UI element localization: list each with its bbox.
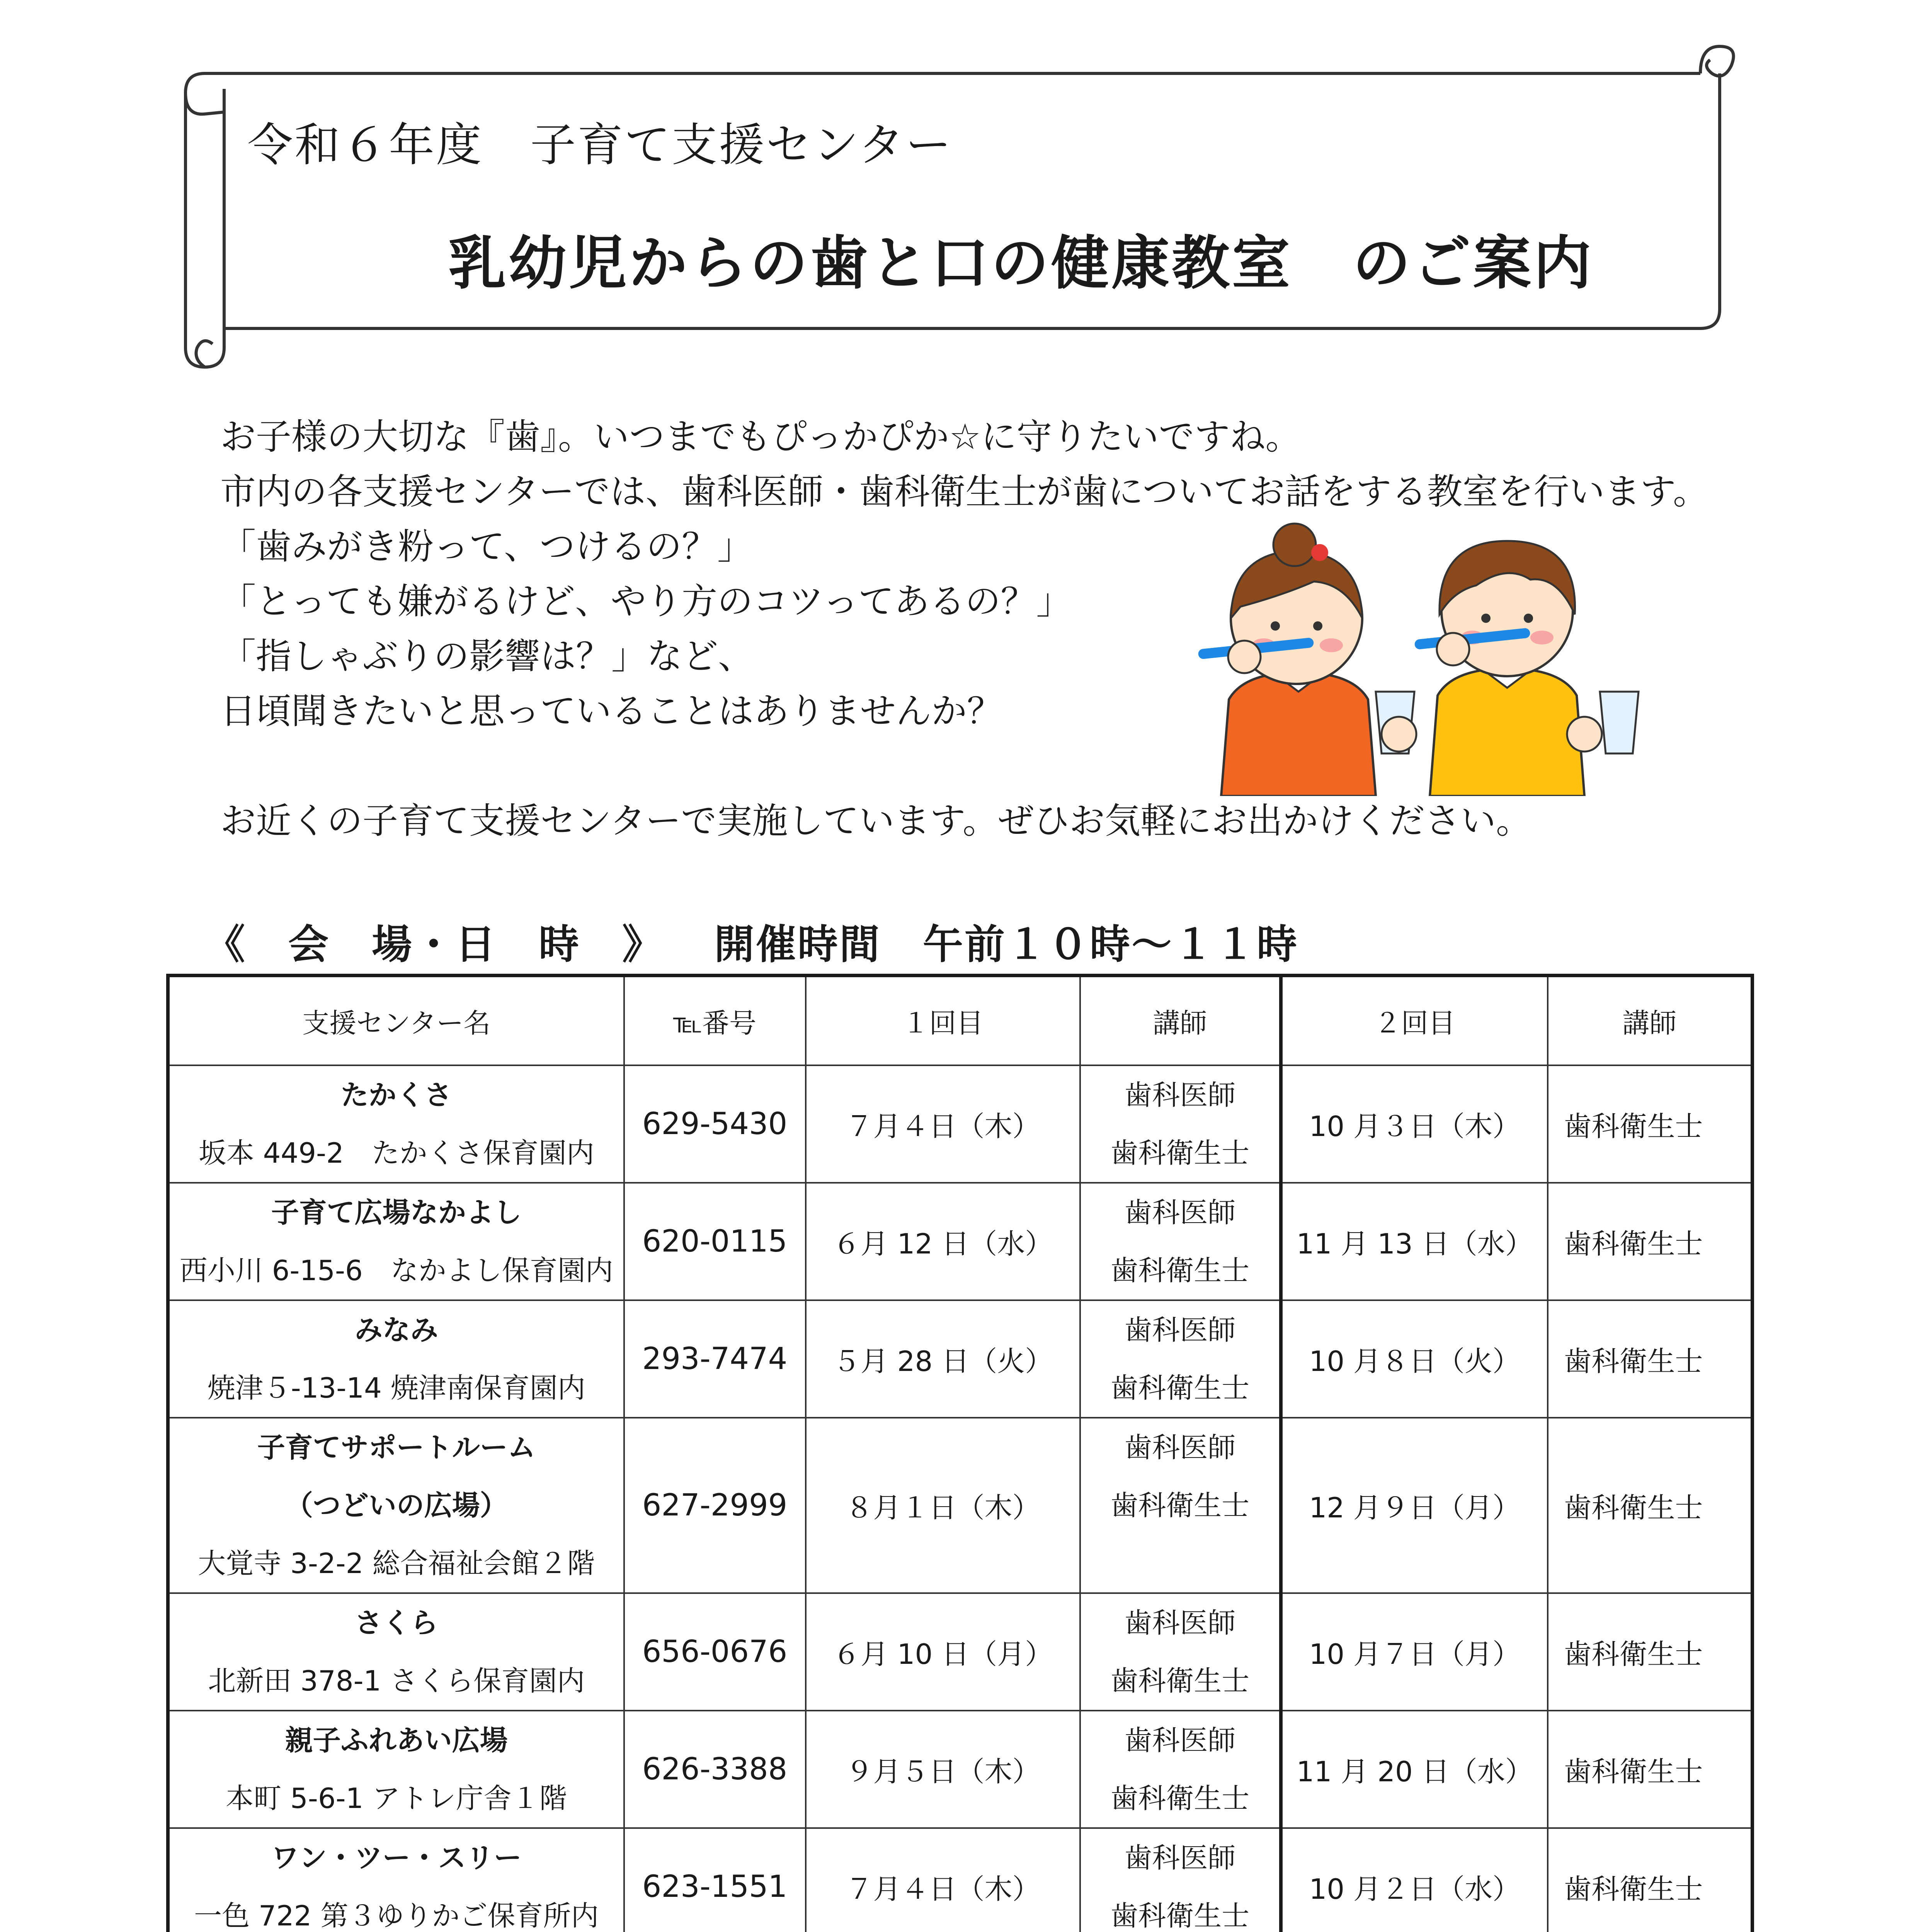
lecturer: 歯科医師 bbox=[1124, 1079, 1236, 1111]
center-name-cell bbox=[168, 1828, 624, 1932]
lecturer1-cell bbox=[1080, 1593, 1281, 1711]
boy-figure bbox=[1376, 541, 1639, 796]
venue-time: 開催時間 午前１０時～１１時 bbox=[714, 921, 1299, 968]
center-name-cell bbox=[168, 1418, 624, 1593]
intro-line: 「とっても嫌がるけど、やり方のコツってあるの？」 bbox=[220, 581, 1072, 622]
lecturer2-cell: 歯科衛生士 bbox=[1548, 1183, 1753, 1300]
table-row bbox=[168, 1065, 1753, 1183]
lecturer: 歯科衛生士 bbox=[1110, 1489, 1250, 1522]
lecturer: 歯科医師 bbox=[1124, 1842, 1236, 1874]
center-name: たかくさ bbox=[340, 1079, 452, 1111]
center-address: 大覚寺 3-2-2 総合福祉会館２階 bbox=[198, 1547, 595, 1580]
intro-line: 市内の各支援センターでは、歯科医師・歯科衛生士が歯についてお話をする教室を行います。 bbox=[220, 471, 1709, 512]
center-name: さくら bbox=[354, 1607, 438, 1639]
intro-closing: お近くの子育て支援センターで実施しています。ぜひお気軽にお出かけください。 bbox=[220, 800, 1531, 842]
header-lecturer-2: 講師 bbox=[1548, 976, 1753, 1066]
lecturer1-cell bbox=[1080, 1300, 1281, 1418]
lecturer: 歯科医師 bbox=[1124, 1314, 1236, 1346]
center-name-cell bbox=[168, 1593, 624, 1711]
second-date-cell: 11 月 13 日（水） bbox=[1281, 1183, 1548, 1300]
lecturer1-cell bbox=[1080, 1418, 1281, 1593]
intro-line: お子様の大切な『歯』。いつまでもぴっかぴか☆に守りたいですね。 bbox=[220, 416, 1301, 457]
lecturer: 歯科衛生士 bbox=[1110, 1900, 1250, 1932]
tel-cell: 293-7474 bbox=[624, 1300, 806, 1418]
lecturer2-cell: 歯科衛生士 bbox=[1548, 1418, 1753, 1593]
center-name: 子育て広場なかよし bbox=[271, 1196, 522, 1229]
first-date-cell: ６月 12 日（水） bbox=[806, 1183, 1080, 1300]
lecturer2-cell: 歯科衛生士 bbox=[1548, 1593, 1753, 1711]
header-first-session: １回目 bbox=[806, 976, 1080, 1066]
tel-cell: 656-0676 bbox=[624, 1593, 806, 1711]
center-address: 西小川 6-15-6 なかよし保育園内 bbox=[179, 1254, 613, 1287]
lecturer2-cell: 歯科衛生士 bbox=[1548, 1300, 1753, 1418]
scroll-frame-icon bbox=[170, 39, 1735, 371]
table-row bbox=[168, 1593, 1753, 1711]
first-date-cell: ６月 10 日（月） bbox=[806, 1593, 1080, 1711]
second-date-cell: 10 月３日（木） bbox=[1281, 1065, 1548, 1183]
first-date-cell: ８月１日（木） bbox=[806, 1418, 1080, 1593]
second-date-cell: 12 月９日（月） bbox=[1281, 1418, 1548, 1593]
venue-heading bbox=[205, 912, 1349, 970]
lecturer1-cell bbox=[1080, 1711, 1281, 1828]
second-date-cell: 10 月２日（水） bbox=[1281, 1828, 1548, 1932]
lecturer2-cell: 歯科衛生士 bbox=[1548, 1065, 1753, 1183]
center-name-sub: （つどいの広場） bbox=[285, 1489, 508, 1522]
lecturer: 歯科衛生士 bbox=[1110, 1137, 1250, 1169]
center-name-cell bbox=[168, 1711, 624, 1828]
center-name: みなみ bbox=[354, 1314, 438, 1346]
venue-label: 《 会 場・日 時 》 bbox=[205, 921, 664, 968]
center-name-cell bbox=[168, 1300, 624, 1418]
table-row bbox=[168, 1418, 1753, 1593]
tel-cell: 620-0115 bbox=[624, 1183, 806, 1300]
lecturer2-cell: 歯科衛生士 bbox=[1548, 1828, 1753, 1932]
lecturer1-cell bbox=[1080, 1183, 1281, 1300]
center-name-cell bbox=[168, 1065, 624, 1183]
lecturer: 歯科衛生士 bbox=[1110, 1372, 1250, 1404]
table-row bbox=[168, 1183, 1753, 1300]
intro-line: 「歯みがき粉って、つけるの？」 bbox=[220, 526, 753, 567]
center-name: 親子ふれあい広場 bbox=[285, 1724, 508, 1757]
table-row bbox=[168, 1300, 1753, 1418]
lecturer1-cell bbox=[1080, 1828, 1281, 1932]
lecturer: 歯科衛生士 bbox=[1110, 1254, 1250, 1287]
center-name-cell bbox=[168, 1183, 624, 1300]
schedule-table bbox=[166, 974, 1754, 1932]
page-title: 乳幼児からの歯と口の健康教室 のご案内 bbox=[448, 230, 1594, 297]
lecturer2-cell: 歯科衛生士 bbox=[1548, 1711, 1753, 1828]
kids-brushing-teeth-illustration bbox=[1198, 518, 1662, 796]
header-tel: ℡番号 bbox=[624, 976, 806, 1066]
table-header-row bbox=[168, 976, 1753, 1066]
second-date-cell: 11 月 20 日（水） bbox=[1281, 1711, 1548, 1828]
title-banner bbox=[170, 39, 1735, 371]
center-address: 一色 722 第３ゆりかご保育所内 bbox=[194, 1900, 599, 1932]
center-name: 子育てサポートルーム bbox=[257, 1431, 536, 1464]
tel-cell: 629-5430 bbox=[624, 1065, 806, 1183]
first-date-cell: ７月４日（木） bbox=[806, 1065, 1080, 1183]
center-address: 焼津５‐13‐14 焼津南保育園内 bbox=[207, 1372, 585, 1404]
center-name: ワン・ツー・スリー bbox=[271, 1842, 522, 1874]
intro-line: 日頃聞きたいと思っていることはありませんか？ bbox=[220, 690, 1003, 732]
lecturer: 歯科医師 bbox=[1124, 1196, 1236, 1229]
first-date-cell: ９月５日（木） bbox=[806, 1711, 1080, 1828]
center-address: 坂本 449-2 たかくさ保育園内 bbox=[198, 1137, 594, 1169]
lecturer: 歯科医師 bbox=[1124, 1607, 1236, 1639]
header-lecturer-1: 講師 bbox=[1080, 976, 1281, 1066]
second-date-cell: 10 月７日（月） bbox=[1281, 1593, 1548, 1711]
lecturer: 歯科医師 bbox=[1124, 1431, 1236, 1464]
table-row bbox=[168, 1711, 1753, 1828]
intro-line: 「指しゃぶりの影響は？」など、 bbox=[220, 636, 754, 677]
header-second-session: ２回目 bbox=[1281, 976, 1548, 1066]
center-address: 本町 5-6-1 アトレ庁舎１階 bbox=[226, 1782, 567, 1815]
banner-subtitle: 令和６年度 子育て支援センター bbox=[247, 118, 953, 172]
tel-cell: 626-3388 bbox=[624, 1711, 806, 1828]
girl-figure bbox=[1198, 524, 1376, 796]
center-address: 北新田 378‐1 さくら保育園内 bbox=[208, 1665, 585, 1697]
header-center-name: 支援センター名 bbox=[168, 976, 624, 1066]
tel-cell: 627-2999 bbox=[624, 1418, 806, 1593]
lecturer: 歯科医師 bbox=[1124, 1724, 1236, 1757]
first-date-cell: ５月 28 日（火） bbox=[806, 1300, 1080, 1418]
lecturer: 歯科衛生士 bbox=[1110, 1782, 1250, 1815]
table-row bbox=[168, 1828, 1753, 1932]
second-date-cell: 10 月８日（火） bbox=[1281, 1300, 1548, 1418]
lecturer: 歯科衛生士 bbox=[1110, 1665, 1250, 1697]
tel-cell: 623-1551 bbox=[624, 1828, 806, 1932]
first-date-cell: ７月４日（木） bbox=[806, 1828, 1080, 1932]
lecturer1-cell bbox=[1080, 1065, 1281, 1183]
